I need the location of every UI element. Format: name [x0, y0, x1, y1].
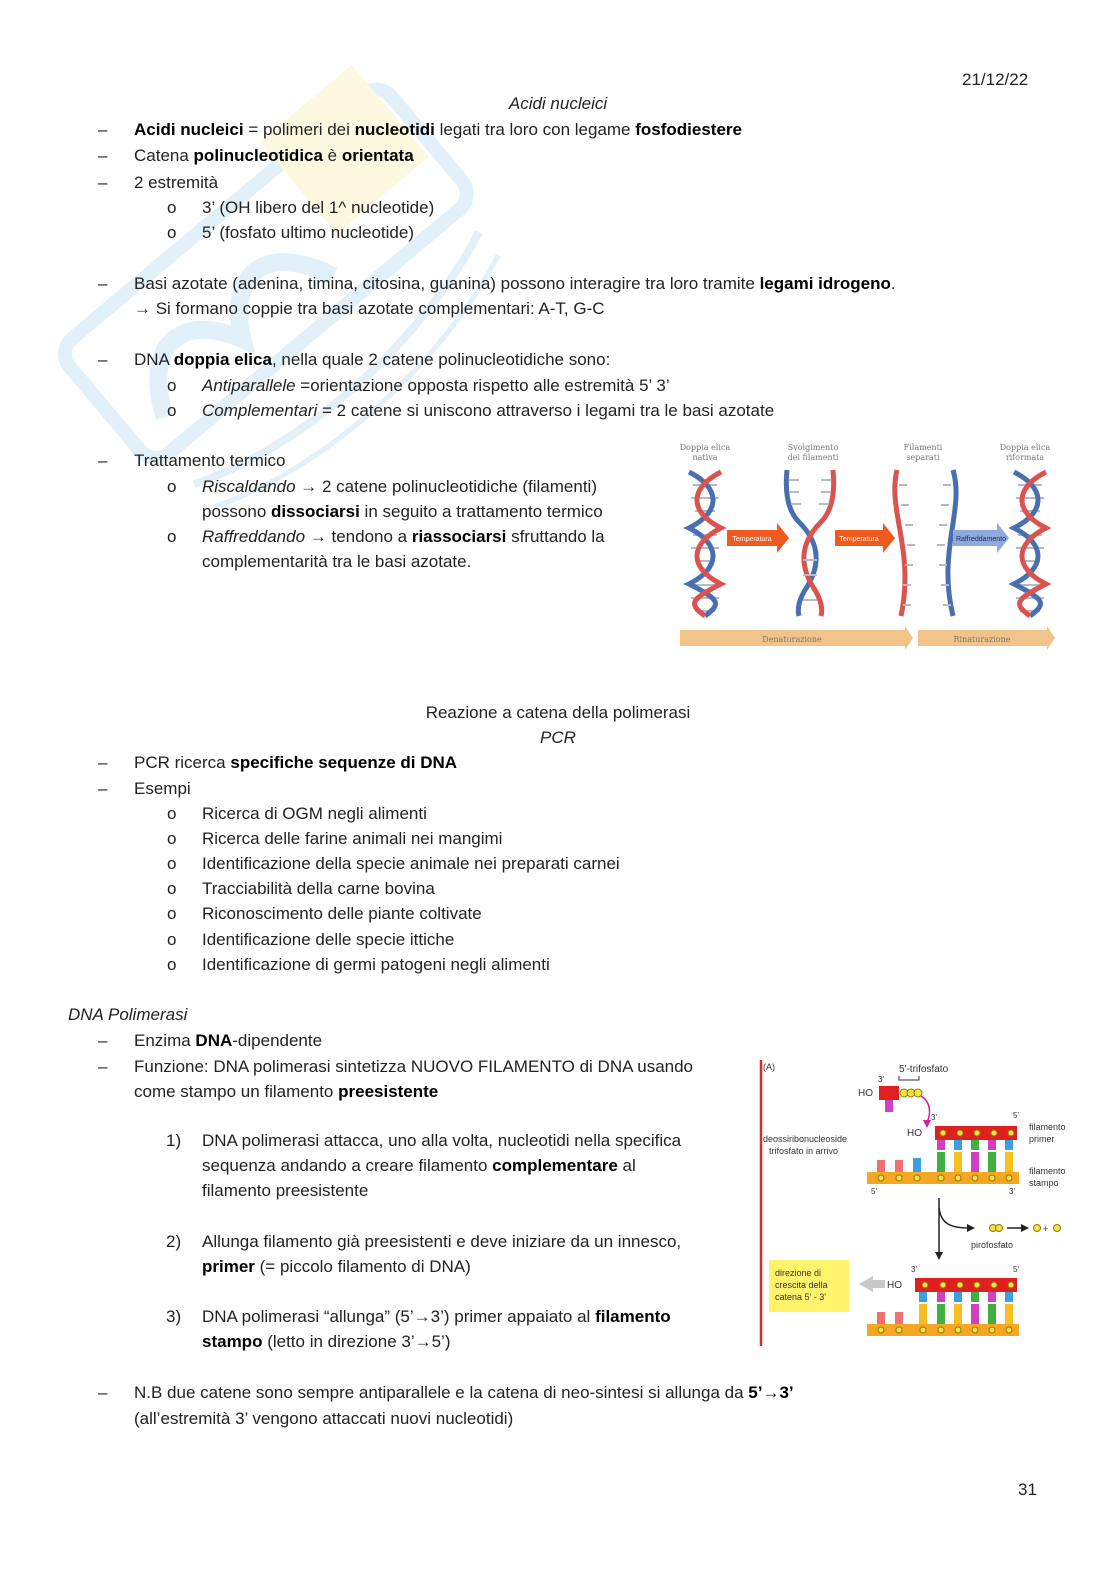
svg-text:Temperatura: Temperatura	[839, 536, 879, 543]
list-item: Ricerca delle farine animali nei mangimi	[202, 829, 503, 848]
unwinding-helix-graphic	[786, 470, 833, 616]
sub-bullet-circle: o	[167, 477, 177, 496]
bullet-dash: –	[98, 451, 108, 470]
svg-text:catena 5' - 3': catena 5' - 3'	[775, 1292, 826, 1302]
step-3-line1: DNA polimerasi “allunga” (5’→3’) primer appaiato al filamento	[202, 1307, 671, 1326]
arrow-temperature-1	[727, 523, 789, 553]
fig-label-ho-3: HO	[887, 1280, 902, 1291]
svg-text:3': 3'	[878, 1075, 884, 1084]
bullet-dna-dependent: Enzima DNA-dipendente	[134, 1031, 323, 1050]
svg-text:5': 5'	[871, 1187, 877, 1196]
bullet-nb-line2: (all’estremità 3’ vengono attaccati nuovi nucleotidi)	[134, 1409, 514, 1428]
sub-bullet-circle: o	[167, 804, 177, 823]
section-title-nucleic-acids: Acidi nucleici	[508, 94, 608, 113]
step-1-line1: DNA polimerasi attacca, uno alla volta, nucleotidi nella specifica	[202, 1131, 682, 1150]
sub-bullet-circle: o	[167, 829, 177, 848]
fig-label-primer-2: primer	[1029, 1134, 1055, 1144]
fig-label-incoming-2: trifosfato in arrivo	[769, 1146, 839, 1156]
fig-label-separated-2: separati	[906, 453, 940, 462]
separated-strands-graphic	[895, 470, 956, 616]
polymerase-figure	[755, 1058, 1080, 1350]
sub-bullet-complementary: Complementari = 2 catene si uniscono attraverso i legami tra le basi azotate	[202, 401, 775, 420]
sub-bullet-5-end: 5’ (fosfato ultimo nucleotide)	[202, 223, 414, 242]
direction-arrow-icon	[859, 1276, 885, 1292]
fig-label-primer-1: filamento	[1029, 1122, 1066, 1132]
sub-bullet-antiparallel: Antiparallele =orientazione opposta rispetto alle estremità 5’ 3’	[202, 376, 670, 395]
fig-label-separated: Filamenti	[903, 443, 943, 452]
sub-bullet-3-end: 3’ (OH libero del 1^ nucleotide)	[202, 198, 435, 217]
bullet-double-helix: DNA doppia elica, nella quale 2 catene polinucleotidiche sono:	[134, 350, 611, 369]
step-1-line3: filamento preesistente	[202, 1181, 369, 1200]
fig-label-pyrophosphate: pirofosfato	[971, 1240, 1014, 1250]
fig-label-unwinding-2: dei filamenti	[787, 453, 839, 462]
list-item: Identificazione di germi patogeni negli alimenti	[202, 955, 550, 974]
bullet-pcr-searches: PCR ricerca specifiche sequenze di DNA	[134, 753, 458, 772]
bullet-dash: –	[98, 274, 108, 293]
svg-text:Rinaturazione: Rinaturazione	[953, 635, 1011, 644]
sub-bullet-circle: o	[167, 223, 177, 242]
step-1-line2: sequenza andando a creare filamento complementare al	[202, 1156, 636, 1175]
incoming-nucleotide-sugar	[879, 1086, 899, 1100]
step-2-line1: Allunga filamento già preesistenti e deve iniziare da un innesco,	[202, 1232, 682, 1251]
native-helix-graphic	[689, 472, 721, 616]
bullet-nb: N.B due catene sono sempre antiparallele e la catena di neo-sintesi si allunga da 5’→3’	[134, 1383, 794, 1402]
fig-label-template-1: filamento	[1029, 1166, 1066, 1176]
fig-label-incoming-1: deossiribonucleoside	[763, 1134, 848, 1144]
fig-label-reformed: Doppia elica	[999, 443, 1051, 452]
arrow-cooling	[953, 523, 1009, 553]
step-2-line2: primer (= piccolo filamento di DNA)	[202, 1257, 471, 1276]
bar-renaturation	[918, 626, 1055, 650]
bullet-nucleic-acids-definition: Acidi nucleici = polimeri dei nucleotidi legati tra loro con legame fosfodiestere	[134, 120, 742, 139]
fig-label-native-helix: Doppia elica	[679, 443, 731, 452]
sub-bullet-circle: o	[167, 527, 177, 546]
svg-text:Raffreddamento: Raffreddamento	[955, 536, 1007, 543]
step-number: 1)	[166, 1131, 182, 1150]
bullet-function-line2: come stampo un filamento preesistente	[134, 1082, 439, 1101]
section-subtitle-pcr: PCR	[540, 728, 576, 747]
sub-bullet-circle: o	[167, 401, 177, 420]
section-title-dna-polymerase: DNA Polimerasi	[68, 1005, 188, 1024]
bullet-dash: –	[98, 120, 108, 139]
fig-label-unwinding: Svolgimento	[787, 443, 839, 452]
svg-text:crescita della: crescita della	[775, 1280, 828, 1290]
fig-panel-label: (A)	[763, 1062, 775, 1072]
sub-bullet-circle: o	[167, 904, 177, 923]
svg-text:direzione di: direzione di	[775, 1268, 822, 1278]
bullet-chain-oriented: Catena polinucleotidica è orientata	[134, 146, 414, 165]
sub-bullet-heating: Riscaldando → 2 catene polinucleotidiche (filamenti)	[202, 477, 597, 496]
step-3-line2: stampo (letto in direzione 3’→5’)	[202, 1332, 451, 1351]
svg-text:Denaturazione: Denaturazione	[762, 635, 822, 644]
svg-text:3': 3'	[911, 1265, 917, 1274]
svg-text:5': 5'	[1013, 1111, 1019, 1120]
bar-denaturation	[680, 626, 913, 650]
fig-label-triphosphate: 5'-trifosfato	[899, 1064, 949, 1075]
sub-bullet-circle: o	[167, 854, 177, 873]
bullet-examples: Esempi	[134, 779, 191, 798]
svg-text:+: +	[1043, 1224, 1049, 1234]
bullet-dash: –	[98, 753, 108, 772]
bullet-dash: –	[98, 779, 108, 798]
bullet-two-ends: 2 estremità	[134, 173, 219, 192]
list-item: Ricerca di OGM negli alimenti	[202, 804, 427, 823]
fig-label-template-2: stampo	[1029, 1178, 1059, 1188]
bullet-dash: –	[98, 1031, 108, 1050]
fig-label-ho-2: HO	[907, 1128, 922, 1139]
sub-bullet-circle: o	[167, 198, 177, 217]
sub-bullet-circle: o	[167, 930, 177, 949]
svg-text:Temperatura: Temperatura	[732, 536, 772, 543]
list-item: Riconoscimento delle piante coltivate	[202, 904, 482, 923]
bullet-dash: –	[98, 1383, 108, 1402]
step-number: 2)	[166, 1232, 182, 1251]
bullet-dash: –	[98, 350, 108, 369]
page-number: 31	[1018, 1480, 1037, 1499]
bullet-dash: –	[98, 1057, 108, 1076]
sub-bullet-circle: o	[167, 955, 177, 974]
arrow-temperature-2	[835, 523, 895, 553]
list-item: Identificazione delle specie ittiche	[202, 930, 455, 949]
sub-bullet-circle: o	[167, 879, 177, 898]
section-title-pcr: Reazione a catena della polimerasi	[425, 703, 691, 722]
bullet-heat-treatment: Trattamento termico	[134, 451, 286, 470]
extended-primer-strand	[915, 1278, 1017, 1292]
step-number: 3)	[166, 1307, 182, 1326]
reformed-helix-graphic	[1014, 472, 1046, 616]
bullet-dash: –	[98, 146, 108, 165]
bullet-function: Funzione: DNA polimerasi sintetizza NUOVO FILAMENTO di DNA usando	[134, 1057, 694, 1076]
fig-label-native-helix-2: nativa	[692, 453, 718, 462]
svg-text:3': 3'	[1009, 1187, 1015, 1196]
sub-bullet-heating-line2: possono dissociarsi in seguito a trattamento termico	[202, 502, 603, 521]
svg-text:3': 3'	[931, 1113, 937, 1122]
bullet-base-pairs: → Si formano coppie tra basi azotate complementari: A-T, G-C	[134, 299, 605, 318]
sub-bullet-cooling: Raffreddando → tendono a riassociarsi sfruttando la	[202, 527, 605, 546]
fig-label-ho-1: HO	[858, 1088, 873, 1099]
bullet-dash: –	[98, 173, 108, 192]
denaturation-figure	[675, 440, 1060, 652]
sub-bullet-cooling-line2: complementarità tra le basi azotate.	[202, 552, 472, 571]
bullet-nitrogen-bases: Basi azotate (adenina, timina, citosina, guanina) possono interagire tra loro tramite legami idrogeno.	[134, 274, 896, 293]
sub-bullet-circle: o	[167, 376, 177, 395]
date: 21/12/22	[962, 70, 1029, 89]
svg-text:5': 5'	[1013, 1265, 1019, 1274]
fig-label-reformed-2: riformata	[1005, 453, 1045, 462]
list-item: Tracciabilità della carne bovina	[202, 879, 435, 898]
list-item: Identificazione della specie animale nei preparati carnei	[202, 854, 620, 873]
